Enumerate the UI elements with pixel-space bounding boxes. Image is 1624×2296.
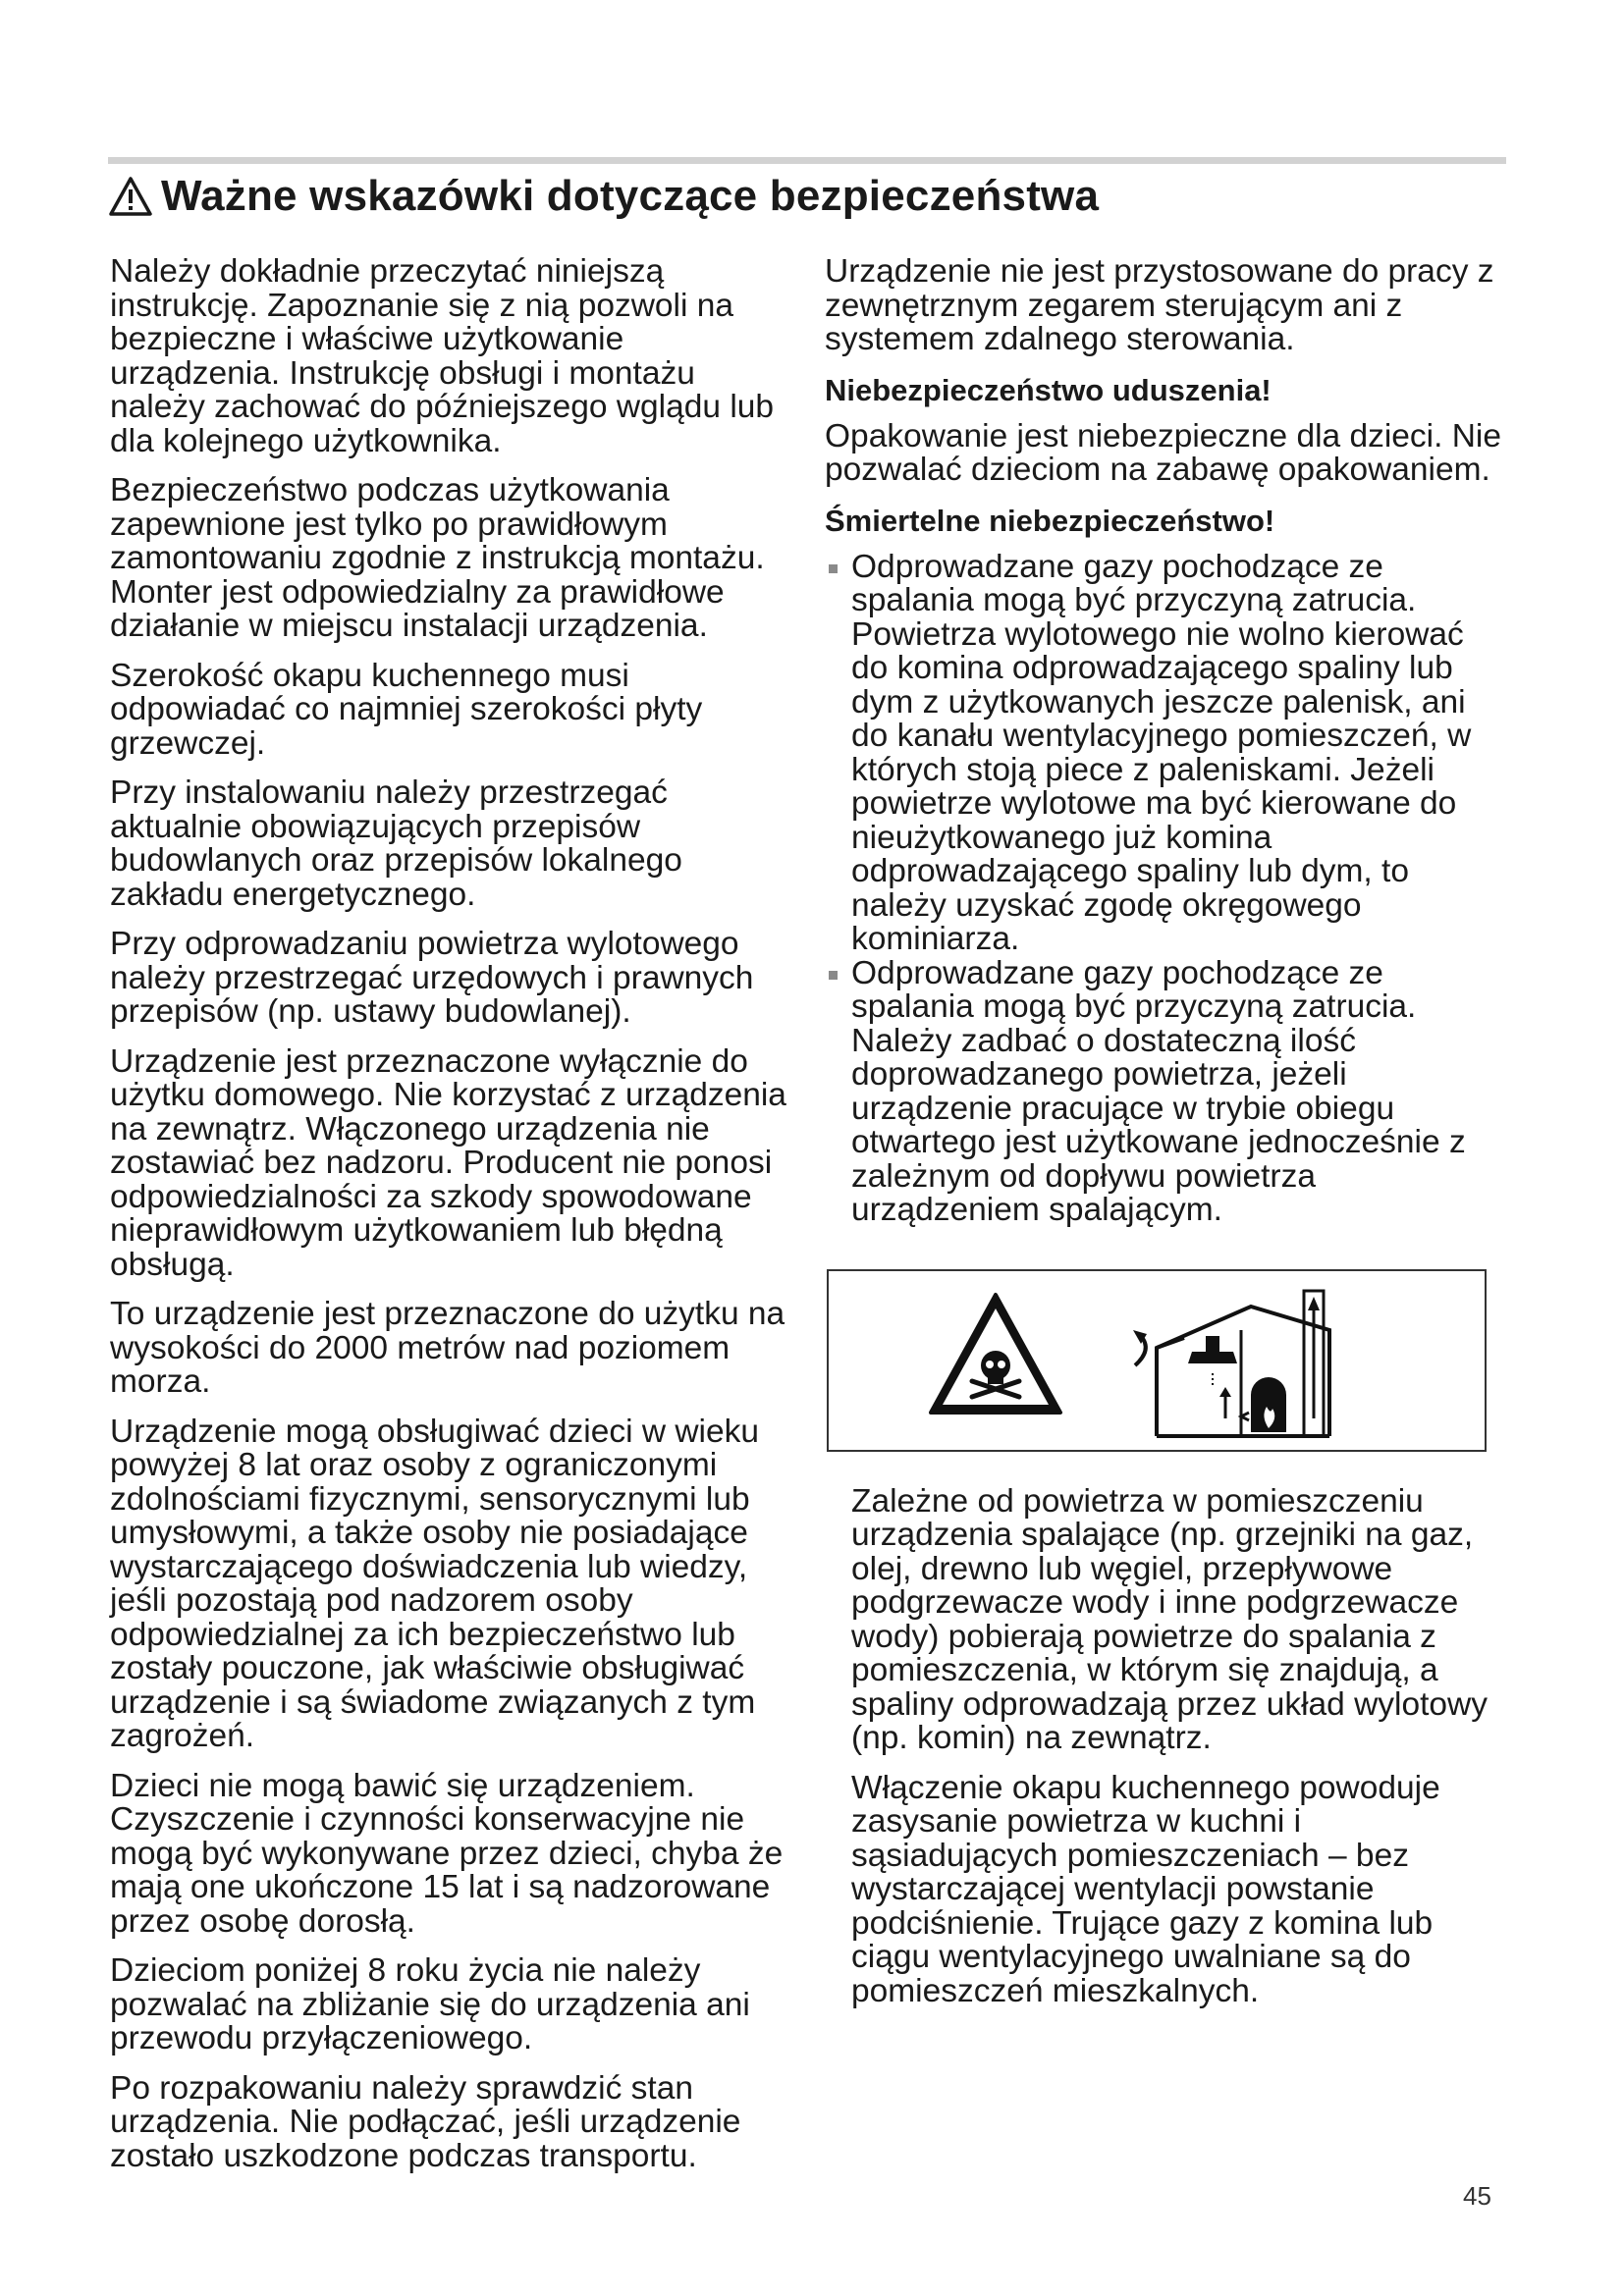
toxic-warning-icon	[931, 1295, 1060, 1413]
paragraph-no-timer: Urządzenie nie jest przystosowane do pracy z zewnętrznym zegarem sterującym ani z systemem zdalnego sterowania.	[825, 253, 1494, 357]
list-item	[825, 954, 1502, 1228]
paragraph-hood-width: Szerokość okapu kuchennego musi odpowiadać co najmniej szerokości płyty grzewczej.	[110, 657, 703, 762]
list-item	[825, 548, 1502, 957]
paragraph-combustion-devices: Zależne od powietrza w pomieszczeniu urządzenia spalające (np. grzejniki na gaz, olej, drewno lub węgiel, przepływowe podgrzewacze wody i inne podgrzewacze wody) pobierają powietrze do spalania z pomieszczenia, w którym się znajdują, a spaliny odprowadzają przez układ wylotowy (np. komin) na zewnątrz.	[851, 1482, 1488, 1756]
paragraph-unpacking: Po rozpakowaniu należy sprawdzić stan urządzenia. Nie podłączać, jeśli urządzenie zostało uszkodzone podczas transportu.	[110, 2069, 741, 2174]
page-title-text: Ważne wskazówki dotyczące bezpieczeństwa	[161, 172, 1100, 220]
paragraph-children-play: Dzieci nie mogą bawić się urządzeniem. Czyszczenie i czynności konserwacyjne nie mogą być wykonywane przez dzieci, chyba że mają one ukończone 15 lat i są nadzorowane przez osobę dorosłą.	[110, 1767, 784, 1940]
right-column	[825, 255, 1502, 2024]
suffocation-heading: Niebezpieczeństwo uduszenia!	[825, 372, 1272, 407]
page-number: 45	[1463, 2181, 1491, 2211]
bullet-chimney-text: Odprowadzane gazy pochodzące ze spalania mogą być przyczyną zatrucia. Powietrza wylotowego nie wolno kierować do komina odprowadzającego spaliny lub dym z użytkowanych jeszcze palenisk, ani do kanału wentylacyjnego pomieszczeń, w których stoją piece z paleniskami. Jeżeli powietrze wylotowe ma być kierowane do nieużytkowanego już komina odprowadzającego spaliny lub dym, to należy uzyskać zgodę okręgowego kominiarza.	[851, 548, 1472, 957]
paragraph-children-operation: Urządzenie mogą obsługiwać dzieci w wieku powyżej 8 lat oraz osoby z ograniczonymi zdolnościami fizycznymi, sensorycznymi lub umysłowymi, a także osoby nie posiadające wystarczającego doświadczenia lub wiedzy, jeśli pozostają pod nadzorem osoby odpowiedzialnej za ich bezpieczeństwo lub zostały pouczone, jak właściwie obsługiwać urządzenie i są świadome związanych z tym zagrożeń.	[110, 1413, 760, 1754]
fatal-danger-heading: Śmiertelne niebezpieczeństwo!	[825, 503, 1275, 538]
paragraph-installation-safety: Bezpieczeństwo podczas użytkowania zapewnione jest tylko po prawidłowym zamontowaniu zgodnie z instrukcją montażu. Monter jest odpowiedzialny za prawidłowe działanie w miejscu instalacji urządzenia.	[110, 472, 765, 644]
paragraph-altitude: To urządzenie jest przeznaczone do użytku na wysokości do 2000 metrów nad poziomem morza.	[110, 1296, 785, 1400]
chimney-hazard-figure	[827, 1269, 1487, 1452]
paragraph-children-under-8: Dzieciom poniżej 8 roku życia nie należy pozwalać na zbliżanie się do urządzenia ani przewodu przyłączeniowego.	[110, 1952, 750, 2056]
bullet-air-supply-text: Należy zadbać o dostateczną ilość doprowadzanego powietrza, jeżeli urządzenie pracujące w trybie obiegu otwartego jest użytkowane jednocześnie z zależnym od dopływu powietrza urządzeniem spalającym.	[851, 1022, 1466, 1228]
paragraph-negative-pressure: Włączenie okapu kuchennego powoduje zasysanie powietrza w kuchni i sąsiadujących pomieszczeniach – bez wystarczającej wentylacji powstanie podciśnienie. Trujące gazy z komina lub ciągu wentylacyjnego uwalniane są do pomieszczeń mieszkalnych.	[851, 1769, 1440, 2009]
bullet-poisoning-text: Odprowadzane gazy pochodzące ze spalania mogą być przyczyną zatrucia.	[851, 954, 1417, 1025]
paragraph-domestic-use: Urządzenie jest przeznaczone wyłącznie do użytku domowego. Nie korzystać z urządzenia na zewnątrz. Włączonego urządzenia nie zostawiać bez nadzoru. Producent nie ponosi odpowiedzialności za szkody spowodowane nieprawidłowym użytkowaniem lub błędną obsługą.	[110, 1042, 786, 1283]
paragraph-building-regulations: Przy instalowaniu należy przestrzegać aktualnie obowiązujących przepisów budowlanych oraz przepisów lokalnego zakładu energetycznego.	[110, 774, 682, 913]
page-title	[108, 167, 1099, 226]
paragraph-packaging: Opakowanie jest niebezpieczne dla dzieci. Nie pozwalać dzieciom na zabawę opakowaniem.	[825, 417, 1502, 488]
warning-icon	[108, 176, 153, 217]
chimney-hazard-illustration	[829, 1271, 1485, 1450]
left-column	[110, 255, 797, 2189]
paragraph-read-instructions: Należy dokładnie przeczytać niniejszą instrukcję. Zapoznanie się z nią pozwoli na bezpieczne i właściwe użytkowanie urządzenia. Instrukcję obsługi i montażu należy zachować do późniejszego wglądu lub dla kolejnego użytkownika.	[110, 253, 775, 459]
danger-list	[825, 548, 1502, 1228]
header-rule	[108, 157, 1506, 164]
paragraph-exhaust-regulations: Przy odprowadzaniu powietrza wylotowego należy przestrzegać urzędowych i prawnych przepisów (np. ustawy budowlanej).	[110, 926, 754, 1030]
